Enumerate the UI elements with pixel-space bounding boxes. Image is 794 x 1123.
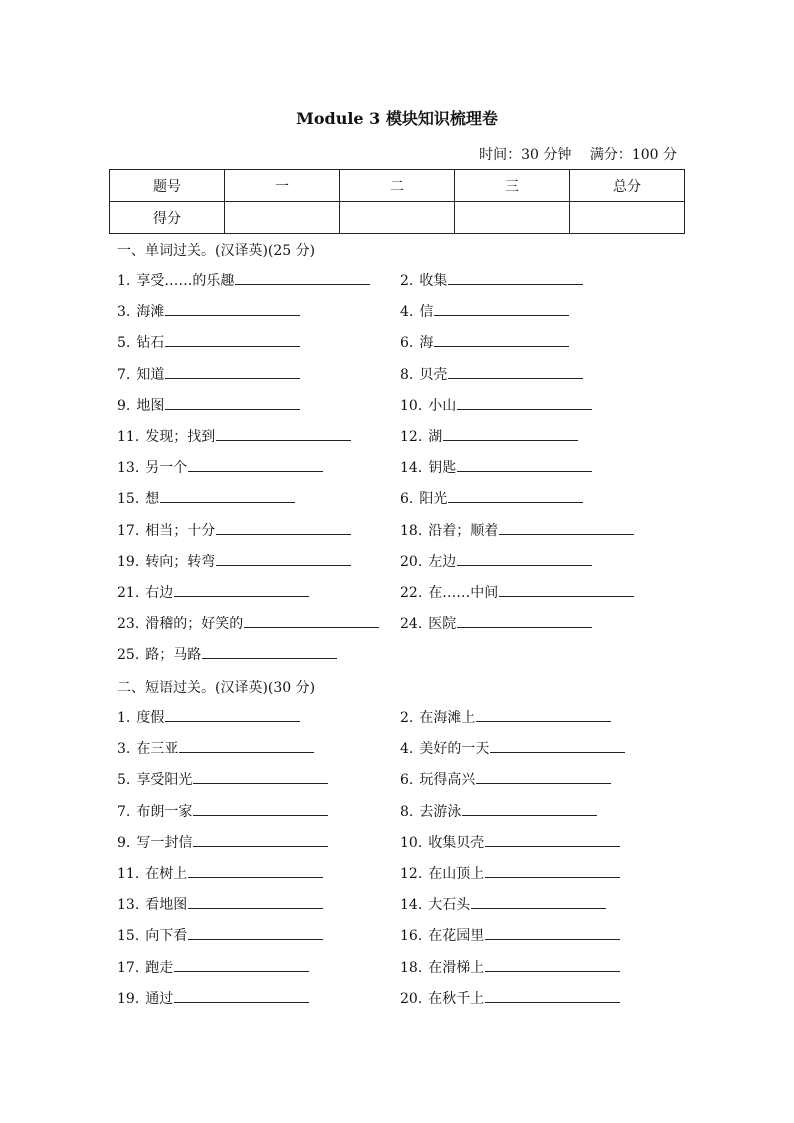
question-item: [400, 988, 620, 1009]
question-number: 7.: [117, 803, 131, 820]
answer-blank[interactable]: [165, 332, 300, 347]
answer-blank[interactable]: [457, 457, 592, 472]
question-number: 16.: [400, 928, 423, 945]
question-item: [400, 894, 606, 915]
question-item: [400, 364, 583, 385]
score-table-header-cell: 二: [340, 170, 455, 202]
answer-blank[interactable]: [499, 520, 634, 535]
question-number: 6.: [400, 491, 414, 508]
question-prompt: 在……中间: [428, 585, 499, 601]
question-prompt: 布朗一家: [136, 803, 193, 820]
answer-blank[interactable]: [174, 957, 309, 972]
question-number: 18.: [400, 959, 423, 976]
question-prompt: 钻石: [136, 335, 165, 352]
answer-blank[interactable]: [216, 520, 351, 535]
score-table-header-cell: 题号: [110, 170, 225, 202]
question-item: [400, 707, 611, 728]
answer-blank[interactable]: [165, 395, 300, 410]
question-number: 2.: [400, 273, 414, 289]
question-prompt: 海: [419, 335, 434, 352]
answer-blank[interactable]: [476, 707, 611, 722]
question-item: [117, 894, 323, 915]
question-prompt: 通过: [145, 990, 174, 1007]
answer-blank[interactable]: [457, 613, 592, 628]
answer-blank[interactable]: [448, 270, 583, 285]
question-item: [400, 457, 592, 478]
question-prompt: 左边: [428, 553, 457, 570]
question-number: 7.: [117, 366, 131, 383]
score-table-score-row: [110, 202, 685, 234]
question-item: [400, 551, 592, 572]
question-prompt: 阳光: [419, 491, 448, 508]
answer-blank[interactable]: [193, 769, 328, 784]
question-item: [117, 582, 309, 603]
question-prompt: 在滑梯上: [428, 959, 485, 976]
question-number: 14.: [400, 460, 423, 477]
question-number: 13.: [117, 897, 140, 914]
question-prompt: 度假: [136, 710, 165, 726]
question-prompt: 信: [419, 304, 434, 321]
question-number: 15.: [117, 928, 140, 945]
question-prompt: 路；马路: [145, 647, 202, 664]
question-item: [400, 957, 620, 978]
question-number: 5.: [117, 772, 131, 789]
question-number: 6.: [400, 335, 414, 352]
question-number: 20.: [400, 990, 423, 1007]
question-number: 1.: [117, 710, 131, 726]
answer-blank[interactable]: [188, 457, 323, 472]
answer-blank[interactable]: [174, 582, 309, 597]
question-item: [400, 925, 620, 946]
question-item: [117, 551, 351, 572]
question-item: [117, 613, 379, 634]
question-prompt: 湖: [428, 429, 443, 445]
question-item: [400, 426, 578, 447]
answer-blank[interactable]: [235, 270, 370, 285]
score-cell[interactable]: [455, 202, 570, 234]
answer-blank[interactable]: [499, 582, 634, 597]
question-number: 8.: [400, 803, 414, 820]
question-prompt: 在花园里: [428, 928, 485, 945]
question-prompt: 贝壳: [419, 366, 448, 383]
question-prompt: 发现；找到: [145, 429, 216, 445]
question-item: [117, 707, 300, 728]
answer-blank[interactable]: [457, 551, 592, 566]
question-number: 25.: [117, 647, 140, 664]
answer-blank[interactable]: [485, 925, 620, 940]
question-item: [117, 738, 314, 759]
question-prompt: 享受……的乐趣: [136, 273, 235, 289]
question-item: [400, 520, 634, 541]
question-number: 12.: [400, 429, 423, 445]
question-prompt: 另一个: [145, 460, 188, 477]
question-item: [117, 988, 309, 1009]
score-cell[interactable]: [340, 202, 455, 234]
question-number: 10.: [400, 834, 423, 851]
answer-blank[interactable]: [193, 801, 328, 816]
question-prompt: 在树上: [145, 866, 188, 882]
time-limit: 时间：30 分钟: [479, 147, 572, 163]
answer-blank[interactable]: [165, 364, 300, 379]
question-prompt: 钥匙: [428, 460, 457, 477]
question-number: 17.: [117, 522, 140, 539]
question-item: [117, 863, 323, 884]
question-item: [117, 488, 295, 509]
question-prompt: 向下看: [145, 928, 188, 945]
question-item: [117, 801, 328, 822]
answer-blank[interactable]: [434, 301, 569, 316]
answer-blank[interactable]: [244, 613, 379, 628]
question-prompt: 地图: [136, 397, 165, 414]
answer-blank[interactable]: [485, 957, 620, 972]
question-number: 9.: [117, 834, 131, 851]
question-number: 8.: [400, 366, 414, 383]
page-title: Module 3 模块知识梳理卷: [296, 109, 498, 128]
section-2-title: 二、短语过关。(汉译英)(30 分): [117, 680, 316, 696]
question-prompt: 去游泳: [419, 803, 462, 820]
question-item: [117, 769, 328, 790]
question-number: 19.: [117, 553, 140, 570]
question-prompt: 享受阳光: [136, 772, 193, 789]
question-item: [400, 395, 592, 416]
question-number: 10.: [400, 397, 423, 414]
answer-blank[interactable]: [448, 488, 583, 503]
exam-meta: [465, 144, 677, 164]
question-item: [117, 644, 337, 665]
question-number: 24.: [400, 616, 423, 633]
question-item: [400, 301, 569, 322]
question-number: 1.: [117, 273, 131, 289]
answer-blank[interactable]: [193, 832, 328, 847]
question-prompt: 右边: [145, 585, 174, 601]
answer-blank[interactable]: [179, 738, 314, 753]
question-item: [117, 301, 300, 322]
question-prompt: 沿着；顺着: [428, 522, 499, 539]
question-number: 14.: [400, 897, 423, 914]
answer-blank[interactable]: [457, 395, 592, 410]
answer-blank[interactable]: [485, 988, 620, 1003]
question-number: 3.: [117, 741, 131, 758]
question-number: 9.: [117, 397, 131, 414]
question-item: [117, 925, 323, 946]
answer-blank[interactable]: [471, 894, 606, 909]
question-prompt: 海滩: [136, 304, 165, 321]
full-score: 满分：100 分: [589, 147, 677, 163]
score-table: [109, 169, 685, 234]
question-prompt: 收集贝壳: [428, 834, 485, 851]
question-item: [400, 270, 583, 291]
question-number: 22.: [400, 585, 423, 601]
question-number: 5.: [117, 335, 131, 352]
question-number: 23.: [117, 616, 140, 633]
answer-blank[interactable]: [216, 551, 351, 566]
question-prompt: 相当；十分: [145, 522, 216, 539]
question-item: [400, 582, 634, 603]
question-prompt: 看地图: [145, 897, 188, 914]
question-number: 4.: [400, 741, 414, 758]
question-prompt: 滑稽的；好笑的: [145, 616, 244, 633]
question-prompt: 知道: [136, 366, 165, 383]
question-item: [400, 863, 620, 884]
answer-blank[interactable]: [485, 863, 620, 878]
question-item: [400, 738, 625, 759]
question-prompt: 写一封信: [136, 834, 193, 851]
score-table-header-cell: 三: [455, 170, 570, 202]
question-number: 12.: [400, 866, 423, 882]
question-number: 20.: [400, 553, 423, 570]
answer-blank[interactable]: [188, 925, 323, 940]
question-prompt: 大石头: [428, 897, 471, 914]
question-prompt: 医院: [428, 616, 457, 633]
score-table-header-cell: 一: [225, 170, 340, 202]
question-item: [400, 832, 620, 853]
answer-blank[interactable]: [443, 426, 578, 441]
answer-blank[interactable]: [448, 364, 583, 379]
question-prompt: 转向；转弯: [145, 553, 216, 570]
answer-blank[interactable]: [485, 832, 620, 847]
question-number: 15.: [117, 491, 140, 508]
question-number: 18.: [400, 522, 423, 539]
answer-blank[interactable]: [165, 301, 300, 316]
question-item: [117, 426, 351, 447]
question-item: [117, 270, 370, 291]
score-row-label: 得分: [110, 202, 225, 234]
question-prompt: 在山顶上: [428, 866, 485, 882]
question-item: [117, 520, 351, 541]
question-item: [400, 769, 611, 790]
question-number: 3.: [117, 304, 131, 321]
question-prompt: 跑走: [145, 959, 174, 976]
question-number: 17.: [117, 959, 140, 976]
question-item: [117, 395, 300, 416]
score-table-header-row: [110, 170, 685, 202]
question-prompt: 玩得高兴: [419, 772, 476, 789]
answer-blank[interactable]: [434, 332, 569, 347]
score-cell[interactable]: [225, 202, 340, 234]
question-number: 11.: [117, 429, 140, 445]
answer-blank[interactable]: [202, 644, 337, 659]
answer-blank[interactable]: [476, 769, 611, 784]
question-item: [117, 364, 300, 385]
question-number: 11.: [117, 866, 140, 882]
question-number: 19.: [117, 990, 140, 1007]
question-number: 13.: [117, 460, 140, 477]
question-item: [117, 457, 323, 478]
question-number: 21.: [117, 585, 140, 601]
question-prompt: 想: [145, 491, 160, 508]
question-prompt: 在海滩上: [419, 710, 476, 726]
score-table-header-cell: 总分: [570, 170, 685, 202]
answer-blank[interactable]: [165, 707, 300, 722]
question-prompt: 美好的一天: [419, 741, 490, 758]
question-item: [400, 801, 597, 822]
question-prompt: 在三亚: [136, 741, 179, 758]
question-prompt: 收集: [419, 273, 448, 289]
answer-blank[interactable]: [490, 738, 625, 753]
question-item: [400, 332, 569, 353]
answer-blank[interactable]: [160, 488, 295, 503]
question-number: 4.: [400, 304, 414, 321]
question-prompt: 小山: [428, 397, 457, 414]
question-number: 2.: [400, 710, 414, 726]
question-item: [400, 488, 583, 509]
section-1-title: 一、单词过关。(汉译英)(25 分): [117, 243, 316, 259]
question-item: [117, 832, 328, 853]
answer-blank[interactable]: [462, 801, 597, 816]
question-prompt: 在秋千上: [428, 990, 485, 1007]
answer-blank[interactable]: [188, 894, 323, 909]
answer-blank[interactable]: [188, 863, 323, 878]
question-item: [400, 613, 592, 634]
question-number: 6.: [400, 772, 414, 789]
answer-blank[interactable]: [216, 426, 351, 441]
question-item: [117, 332, 300, 353]
score-cell[interactable]: [570, 202, 685, 234]
question-item: [117, 957, 309, 978]
answer-blank[interactable]: [174, 988, 309, 1003]
